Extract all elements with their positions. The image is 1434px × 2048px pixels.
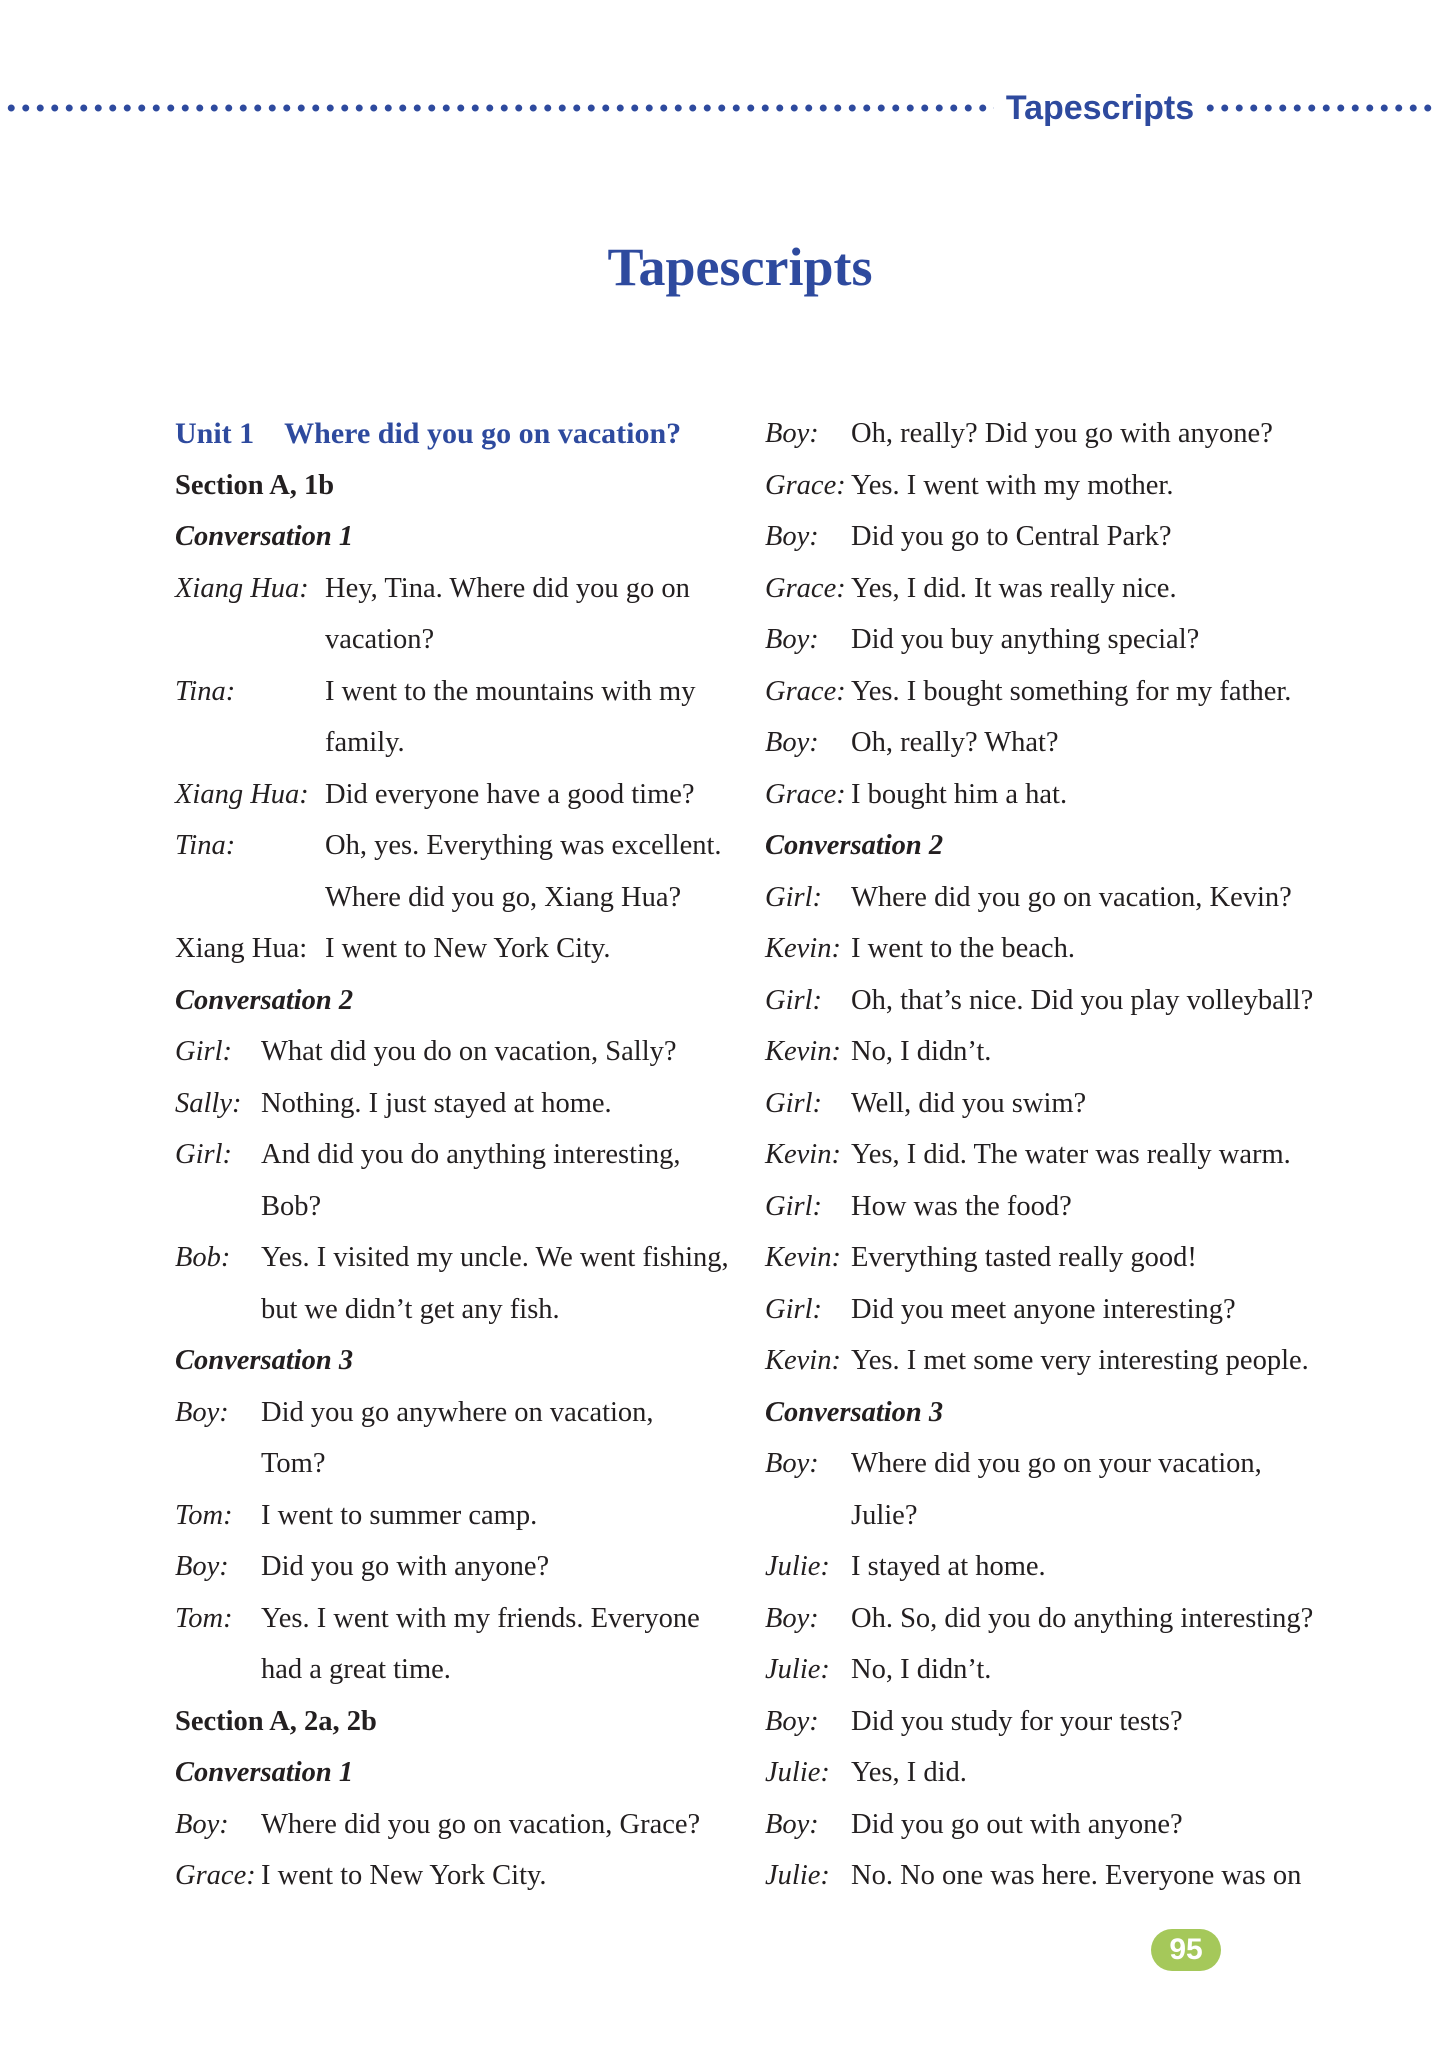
speaker-name: Girl: [175,1139,232,1170]
speaker-name: Grace: [765,675,846,707]
dialogue-text: Yes. I went with my mother. [851,469,1174,501]
dialogue-text: No, I didn’t. [851,1036,992,1067]
dialogue-text: No, I didn’t. [851,1654,992,1685]
speaker-name: Boy: [765,624,819,655]
dialogue-text: I went to the mountains with my [325,675,696,707]
dialogue-line [175,769,775,821]
dialogue-text: Yes. I met some very interesting people. [851,1345,1309,1376]
dialogue-line [765,1026,1345,1078]
dialogue-line [765,1747,1345,1799]
dialogue-line [175,1129,775,1181]
header-dotted-rule-left [4,104,994,112]
dialogue-line [175,614,775,666]
dialogue-text: Did you meet anyone interesting? [851,1293,1236,1325]
dialogue-line [175,1387,775,1439]
dialogue-line [765,923,1345,975]
speaker-name: Boy: [765,521,819,552]
speaker-name: Boy: [765,1808,819,1840]
speaker-name: Girl: [765,984,822,1016]
dialogue-text: Oh, really? What? [851,727,1059,758]
page-number-badge: 95 [1151,1929,1221,1971]
conversation-heading: Conversation 1 [175,521,354,552]
speaker-name: Boy: [175,1396,229,1428]
dialogue-text: Where did you go, Xiang Hua? [325,881,682,913]
dialogue-text: Did you go with anyone? [261,1551,550,1582]
speaker-name: Boy: [175,1551,229,1582]
dialogue-line [175,1232,775,1284]
speaker-name: Girl: [765,1087,822,1119]
dialogue-text: Oh, yes. Everything was excellent. [325,830,722,861]
speaker-name: Tina: [175,830,236,861]
conversation-heading: Conversation 1 [175,1757,354,1788]
dialogue-text: I went to New York City. [261,1860,547,1891]
dialogue-text: Tom? [261,1448,326,1479]
conversation-heading: Conversation 3 [765,1396,944,1428]
dialogue-text: I went to summer camp. [261,1499,538,1531]
dialogue-text: Did you go anywhere on vacation, [261,1396,654,1428]
dialogue-text: Oh. So, did you do anything interesting? [851,1602,1314,1634]
dialogue-line [765,1232,1345,1284]
speaker-name: Kevin: [765,1139,841,1170]
dialogue-line [175,563,775,615]
dialogue-line [175,1438,775,1490]
dialogue-text: Where did you go on vacation, Grace? [261,1808,701,1840]
dialogue-line [765,1438,1345,1490]
dialogue-line [765,408,1345,460]
speaker-name: Tom: [175,1602,233,1634]
dialogue-text: I bought him a hat. [851,778,1068,810]
page-title: Tapescripts [607,237,873,297]
dialogue-line [765,872,1345,924]
dialogue-text: Where did you go on your vacation, [851,1448,1262,1479]
dialogue-line [175,872,775,924]
dialogue-line [175,1078,775,1130]
speaker-name: Julie: [765,1757,830,1788]
speaker-name: Bob: [175,1242,231,1273]
dialogue-line [175,1026,775,1078]
conversation-heading: Conversation 2 [765,830,944,861]
speaker-name: Boy: [765,418,819,449]
speaker-name: Julie: [765,1654,830,1685]
dialogue-text: I stayed at home. [851,1551,1046,1582]
dialogue-line [765,1490,1345,1542]
dialogue-text: Everything tasted really good! [851,1242,1197,1273]
section-heading: Section A, 2a, 2b [175,1705,377,1737]
dialogue-line [765,614,1345,666]
dialogue-text: Did everyone have a good time? [325,778,695,810]
speaker-name: Julie: [765,1860,830,1891]
speaker-name: Kevin: [765,1345,841,1376]
speaker-name: Xiang Hua: [175,933,308,964]
conversation-heading: Conversation 2 [175,984,354,1016]
dialogue-text: Where did you go on vacation, Kevin? [851,881,1292,913]
dialogue-line [765,1335,1345,1387]
speaker-name: Kevin: [765,1036,841,1067]
dialogue-text: Nothing. I just stayed at home. [261,1087,612,1119]
speaker-name: Girl: [765,881,822,913]
dialogue-text: Yes. I visited my uncle. We went fishing, [261,1242,729,1273]
dialogue-line [765,1850,1345,1902]
section-heading: Section A, 1b [175,469,335,501]
dialogue-line [765,1644,1345,1696]
dialogue-line [765,1799,1345,1851]
dialogue-line [765,1078,1345,1130]
dialogue-line [765,511,1345,563]
dialogue-text: Yes, I did. It was really nice. [851,572,1177,604]
dialogue-line [765,1696,1345,1748]
dialogue-line [765,666,1345,718]
left-column [175,408,775,1902]
dialogue-text: Hey, Tina. Where did you go on [325,572,690,604]
speaker-name: Julie: [765,1551,830,1582]
dialogue-line [175,1850,775,1902]
speaker-name: Boy: [175,1808,229,1840]
speaker-name: Boy: [765,727,819,758]
speaker-name: Xiang Hua: [175,778,309,810]
dialogue-line [175,1284,775,1336]
dialogue-line [175,666,775,718]
dialogue-line [175,1490,775,1542]
right-column [765,408,1345,1902]
dialogue-text: No. No one was here. Everyone was on [851,1860,1302,1891]
speaker-name: Girl: [175,1036,232,1067]
conversation-heading: Conversation 3 [175,1345,354,1376]
dialogue-line [765,717,1345,769]
dialogue-line [175,717,775,769]
dialogue-text: I went to New York City. [325,933,611,964]
dialogue-line [765,1593,1345,1645]
dialogue-text: I went to the beach. [851,933,1075,964]
speaker-name: Sally: [175,1087,242,1119]
speaker-name: Tina: [175,675,236,707]
unit-heading: Unit 1 Where did you go on vacation? [175,417,682,450]
dialogue-text: Did you go out with anyone? [851,1808,1183,1840]
dialogue-text: Well, did you swim? [851,1087,1087,1119]
dialogue-text: How was the food? [851,1190,1072,1222]
dialogue-line [175,1799,775,1851]
running-header [0,86,1434,130]
dialogue-text: Did you buy anything special? [851,624,1200,655]
dialogue-line [765,1541,1345,1593]
header-dotted-rule-right [1203,104,1434,112]
speaker-name: Kevin: [765,933,841,964]
dialogue-line [765,769,1345,821]
dialogue-text: Oh, that’s nice. Did you play volleyball? [851,984,1314,1016]
dialogue-text: Oh, really? Did you go with anyone? [851,418,1273,449]
dialogue-line [175,1644,775,1696]
dialogue-text: Julie? [851,1499,918,1531]
speaker-name: Grace: [175,1860,256,1891]
dialogue-line [765,460,1345,512]
dialogue-text: What did you do on vacation, Sally? [261,1036,677,1067]
dialogue-line [175,1541,775,1593]
speaker-name: Boy: [765,1705,819,1737]
dialogue-line [765,1181,1345,1233]
dialogue-text: but we didn’t get any fish. [261,1293,560,1325]
speaker-name: Grace: [765,572,846,604]
dialogue-text: Bob? [261,1190,322,1222]
dialogue-line [765,563,1345,615]
speaker-name: Grace: [765,469,846,501]
speaker-name: Boy: [765,1602,819,1634]
dialogue-text: family. [325,727,405,758]
dialogue-text: Yes, I did. [851,1757,967,1788]
dialogue-text: Yes, I did. The water was really warm. [851,1139,1291,1170]
speaker-name: Boy: [765,1448,819,1479]
header-label: Tapescripts [1005,89,1195,127]
dialogue-line [765,1129,1345,1181]
speaker-name: Kevin: [765,1242,841,1273]
dialogue-text: Did you study for your tests? [851,1705,1183,1737]
dialogue-text: had a great time. [261,1654,451,1685]
dialogue-line [175,1181,775,1233]
dialogue-text: Yes. I went with my friends. Everyone [261,1602,700,1634]
speaker-name: Girl: [765,1190,822,1222]
dialogue-line [765,1284,1345,1336]
dialogue-text: Yes. I bought something for my father. [851,675,1292,707]
speaker-name: Tom: [175,1499,233,1531]
dialogue-text: Did you go to Central Park? [851,521,1172,552]
dialogue-line [765,975,1345,1027]
speaker-name: Xiang Hua: [175,572,309,604]
dialogue-line [175,1593,775,1645]
dialogue-line [175,923,775,975]
dialogue-line [175,820,775,872]
dialogue-text: And did you do anything interesting, [261,1139,681,1170]
dialogue-text: vacation? [325,624,435,655]
speaker-name: Grace: [765,778,846,810]
speaker-name: Girl: [765,1293,822,1325]
